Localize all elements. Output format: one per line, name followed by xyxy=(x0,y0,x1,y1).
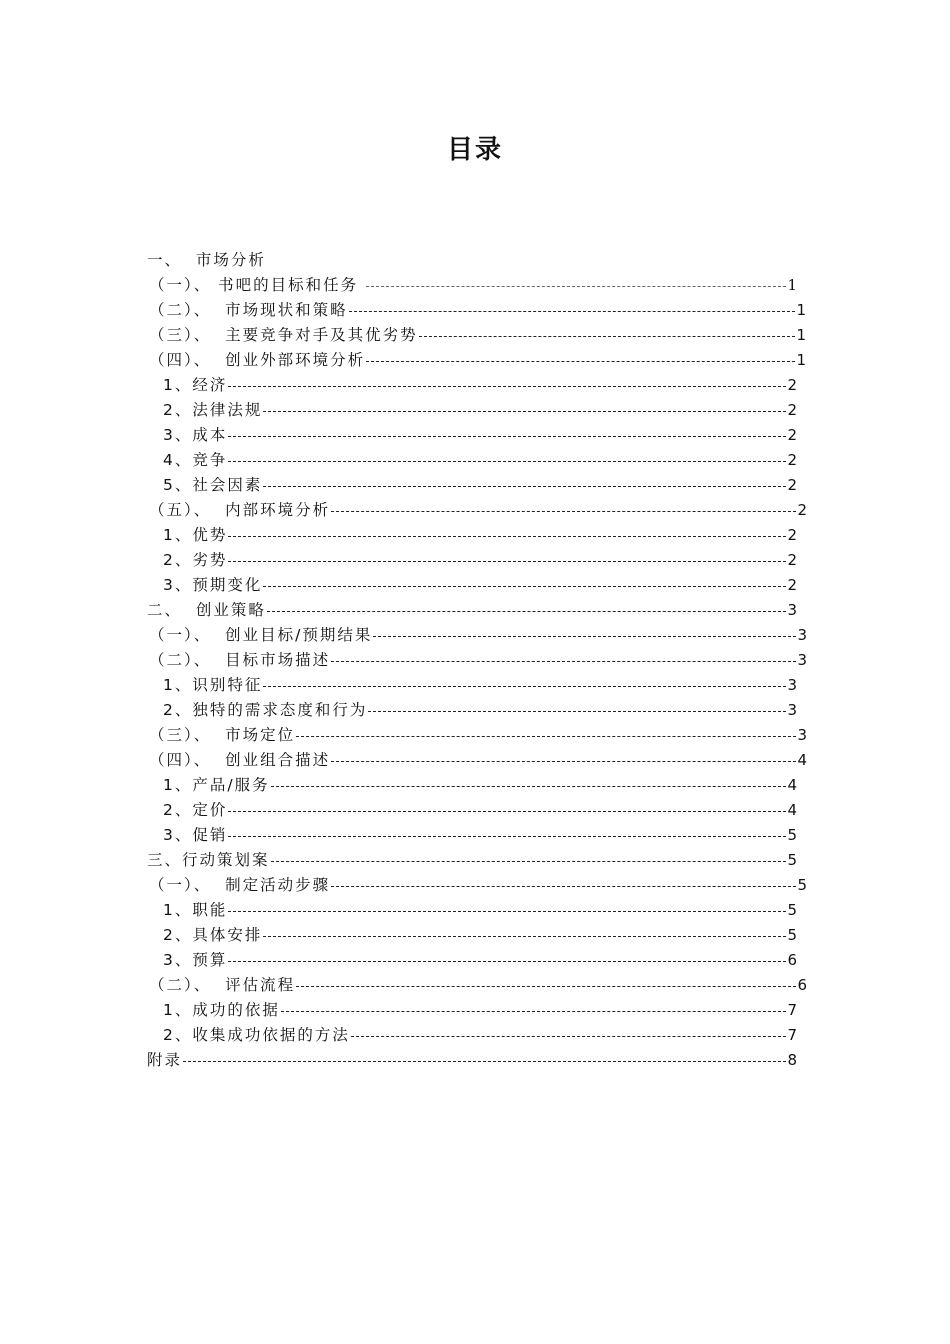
toc-entry[interactable] xyxy=(147,798,797,823)
toc-entry-label: 附录 xyxy=(147,1051,183,1069)
toc-entry-page-number: 3 xyxy=(787,676,797,694)
toc-entry-label: 2、定价 xyxy=(163,801,228,819)
toc-leader-dots xyxy=(228,811,786,812)
toc-entry-page-number: 7 xyxy=(787,1001,797,1019)
toc-entry-page-number: 1 xyxy=(787,276,797,294)
toc-leader-dots xyxy=(368,711,786,712)
toc-entry[interactable] xyxy=(147,948,797,973)
toc-entry-page-number: 5 xyxy=(787,851,797,869)
toc-entry-label: 1、职能 xyxy=(163,901,228,919)
toc-leader-dots xyxy=(263,936,786,937)
toc-entry[interactable] xyxy=(147,598,797,623)
toc-entry-label: 2、劣势 xyxy=(163,551,228,569)
toc-entry-page-number: 1 xyxy=(796,301,806,319)
toc-entry[interactable] xyxy=(147,273,797,298)
toc-entry-label: 1、优势 xyxy=(163,526,228,544)
toc-entry[interactable] xyxy=(147,898,797,923)
toc-entry-label: 3、促销 xyxy=(163,826,228,844)
toc-leader-dots xyxy=(331,761,796,762)
toc-entry[interactable] xyxy=(147,473,797,498)
toc-entry-page-number: 2 xyxy=(787,576,797,594)
toc-entry[interactable] xyxy=(147,298,806,323)
toc-leader-dots xyxy=(228,436,786,437)
toc-entry-page-number: 8 xyxy=(787,1051,797,1069)
toc-entry[interactable] xyxy=(147,848,797,873)
toc-entry-label: （三）、 主要竞争对手及其优劣势 xyxy=(149,326,418,344)
toc-leader-dots xyxy=(271,786,787,787)
toc-entry-page-number: 5 xyxy=(787,926,797,944)
toc-entry-label: （四）、 创业组合描述 xyxy=(149,751,331,769)
toc-entry[interactable] xyxy=(147,773,797,798)
toc-entry[interactable] xyxy=(147,1023,797,1048)
toc-entry-label: 1、成功的依据 xyxy=(163,1001,280,1019)
toc-entry[interactable] xyxy=(147,923,797,948)
toc-leader-dots xyxy=(267,611,787,612)
toc-entry-label: 三、行动策划案 xyxy=(147,851,270,869)
toc-entry-page-number: 3 xyxy=(797,726,807,744)
toc-leader-dots xyxy=(373,636,796,637)
toc-entry-label: （一）、 创业目标/预期结果 xyxy=(149,626,373,644)
toc-entry-page-number: 4 xyxy=(797,751,807,769)
toc-entry-page-number: 6 xyxy=(797,976,807,994)
toc-leader-dots xyxy=(263,586,786,587)
toc-entry-label: 1、经济 xyxy=(163,376,228,394)
toc-entry[interactable] xyxy=(147,398,797,423)
toc-entry[interactable] xyxy=(147,823,797,848)
toc-entry-page-number: 1 xyxy=(796,351,806,369)
toc-entry[interactable] xyxy=(147,548,797,573)
toc-entry-page-number: 4 xyxy=(787,801,797,819)
toc-entry-label: 一、 市场分析 xyxy=(147,251,266,269)
toc-leader-dots xyxy=(263,686,786,687)
toc-entry-label: 5、社会因素 xyxy=(163,476,263,494)
toc-entry-page-number: 1 xyxy=(796,326,806,344)
toc-leader-dots xyxy=(228,386,786,387)
toc-entry-page-number: 2 xyxy=(787,401,797,419)
toc-leader-dots xyxy=(296,986,796,987)
toc-entry-label: 4、竞争 xyxy=(163,451,228,469)
toc-entry-page-number: 2 xyxy=(787,476,797,494)
toc-entry-page-number: 5 xyxy=(787,826,797,844)
toc-entry-page-number: 3 xyxy=(787,601,797,619)
toc-entry[interactable] xyxy=(147,348,806,373)
toc-entry[interactable] xyxy=(147,998,797,1023)
toc-entry[interactable] xyxy=(147,373,797,398)
toc-leader-dots xyxy=(228,561,786,562)
toc-leader-dots xyxy=(228,911,786,912)
toc-entry-label: 1、产品/服务 xyxy=(163,776,270,794)
toc-leader-dots xyxy=(228,536,786,537)
toc-leader-dots xyxy=(331,661,796,662)
toc-entry-page-number: 2 xyxy=(787,551,797,569)
toc-entry-page-number: 5 xyxy=(797,876,807,894)
toc-entry[interactable] xyxy=(147,523,797,548)
toc-entry[interactable] xyxy=(147,623,807,648)
toc-entry-page-number: 3 xyxy=(797,626,807,644)
toc-entry-page-number: 2 xyxy=(787,526,797,544)
toc-entry[interactable] xyxy=(147,1048,797,1073)
table-of-contents xyxy=(147,248,807,1073)
toc-leader-dots xyxy=(281,1011,787,1012)
toc-entry-label: 二、 创业策略 xyxy=(147,601,266,619)
toc-leader-dots xyxy=(366,361,795,362)
toc-entry-label: 3、成本 xyxy=(163,426,228,444)
toc-entry[interactable] xyxy=(147,323,806,348)
toc-leader-dots xyxy=(271,861,787,862)
toc-entry-label: 2、独特的需求态度和行为 xyxy=(163,701,368,719)
toc-entry[interactable] xyxy=(147,698,797,723)
toc-leader-dots xyxy=(228,461,786,462)
toc-entry-page-number: 2 xyxy=(797,501,807,519)
toc-entry-page-number: 2 xyxy=(787,376,797,394)
toc-leader-dots xyxy=(228,961,786,962)
toc-entry-page-number: 6 xyxy=(787,951,797,969)
toc-entry-label: 2、收集成功依据的方法 xyxy=(163,1026,350,1044)
toc-entry[interactable] xyxy=(147,448,797,473)
toc-entry[interactable] xyxy=(147,748,807,773)
toc-entry-label: （三）、 市场定位 xyxy=(149,726,296,744)
toc-entry-label: 1、识别特征 xyxy=(163,676,263,694)
toc-leader-dots xyxy=(296,736,796,737)
toc-entry-label: 2、法律法规 xyxy=(163,401,263,419)
toc-title: 目录 xyxy=(446,135,503,165)
toc-entry-page-number: 3 xyxy=(787,701,797,719)
toc-entry[interactable] xyxy=(147,648,807,673)
toc-entry-label: （二）、 市场现状和策略 xyxy=(149,301,348,319)
toc-leader-dots xyxy=(183,1061,786,1062)
toc-entry[interactable] xyxy=(147,423,797,448)
toc-leader-dots xyxy=(351,1036,787,1037)
toc-entry[interactable] xyxy=(147,723,807,748)
toc-leader-dots xyxy=(419,336,796,337)
toc-entry-label: （二）、 目标市场描述 xyxy=(149,651,331,669)
toc-entry-page-number: 4 xyxy=(787,776,797,794)
toc-entry-label: （二）、 评估流程 xyxy=(149,976,296,994)
toc-leader-dots xyxy=(263,411,786,412)
toc-leader-dots xyxy=(331,511,796,512)
toc-entry-page-number: 7 xyxy=(787,1026,797,1044)
toc-entry-page-number: 2 xyxy=(787,426,797,444)
toc-entry[interactable] xyxy=(147,248,807,273)
toc-entry[interactable] xyxy=(147,973,807,998)
toc-entry-page-number: 3 xyxy=(797,651,807,669)
toc-entry-label: （五）、 内部环境分析 xyxy=(149,501,331,519)
toc-leader-dots xyxy=(331,886,796,887)
toc-entry-label: （一）、 书吧的目标和任务 xyxy=(149,276,366,294)
toc-entry[interactable] xyxy=(147,673,797,698)
toc-entry-label: 3、预期变化 xyxy=(163,576,263,594)
toc-leader-dots xyxy=(366,286,786,287)
toc-leader-dots xyxy=(263,486,786,487)
toc-entry[interactable] xyxy=(147,498,807,523)
toc-leader-dots xyxy=(349,311,796,312)
toc-leader-dots xyxy=(228,836,786,837)
toc-entry-label: （四）、 创业外部环境分析 xyxy=(149,351,366,369)
toc-entry-label: 3、预算 xyxy=(163,951,228,969)
toc-entry-page-number: 2 xyxy=(787,451,797,469)
toc-entry[interactable] xyxy=(147,873,807,898)
toc-entry-label: 2、具体安排 xyxy=(163,926,263,944)
toc-entry-label: （一）、 制定活动步骤 xyxy=(149,876,331,894)
toc-entry-page-number: 5 xyxy=(787,901,797,919)
toc-entry[interactable] xyxy=(147,573,797,598)
